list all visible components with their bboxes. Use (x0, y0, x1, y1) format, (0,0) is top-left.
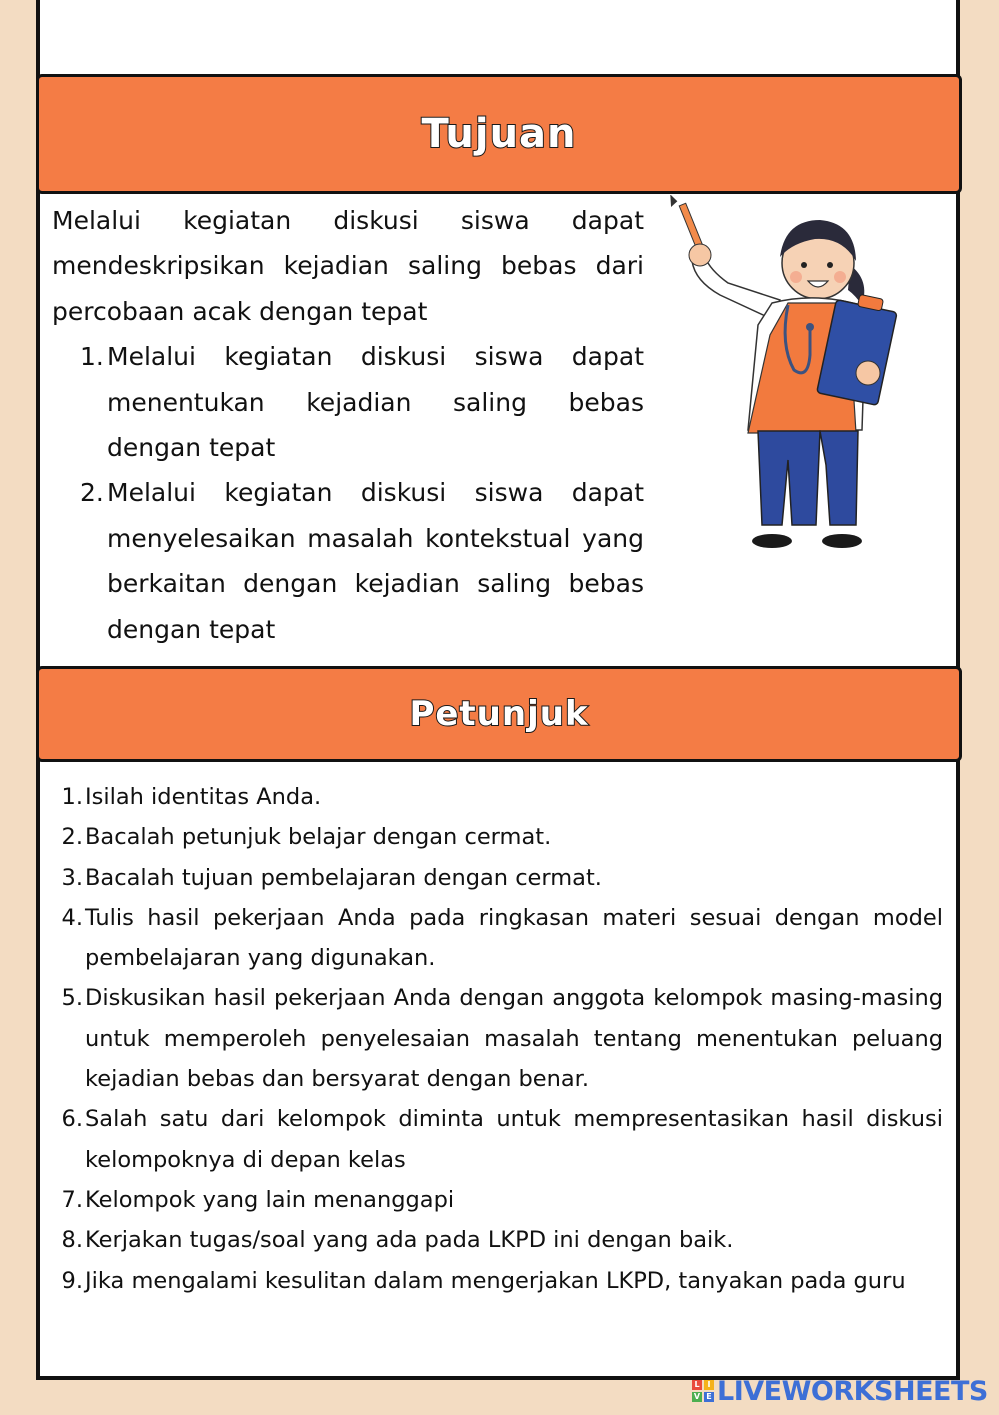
logo-letter: V (693, 1392, 701, 1401)
petunjuk-list (56, 777, 943, 1301)
list-number: 3. (61, 864, 83, 891)
list-number: 2. (80, 478, 104, 508)
list-number: 1. (61, 784, 83, 810)
list-text: Bacalah petunjuk belajar dengan cermat. (85, 824, 552, 851)
list-item (56, 898, 943, 979)
list-text: Melalui kegiatan diskusi siswa dapat menentukan kejadian saling bebas dengan tepat (107, 342, 644, 463)
list-item (56, 1220, 943, 1260)
list-number: 8. (61, 1227, 83, 1254)
petunjuk-title: Petunjuk (409, 694, 589, 734)
tujuan-banner (36, 74, 962, 194)
liveworksheets-watermark[interactable] (692, 1376, 988, 1406)
liveworksheets-logo-icon (692, 1380, 714, 1402)
tujuan-list (52, 334, 644, 652)
list-number: 7. (61, 1186, 83, 1213)
pencil-icon (670, 195, 704, 250)
watermark-text: LIVEWORKSHEETS (717, 1375, 988, 1407)
list-number: 6. (61, 1106, 83, 1133)
list-item (56, 1099, 943, 1180)
list-item (56, 1261, 943, 1301)
logo-letter: I (704, 1380, 714, 1390)
list-text: Melalui kegiatan diskusi siswa dapat menyelesaikan masalah kontekstual yang berkaitan dengan kejadian saling bebas dengan tepat (107, 478, 644, 644)
list-number: 9. (61, 1267, 83, 1294)
list-number: 4. (61, 904, 83, 931)
tujuan-intro: Melalui kegiatan diskusi siswa dapat mendeskripsikan kejadian saling bebas dari percobaan acak dengan tepat (52, 206, 644, 326)
list-number: 2. (61, 824, 83, 851)
list-text: Diskusikan hasil pekerjaan Anda dengan anggota kelompok masing-masing untuk memperoleh penyelesaian masalah tentang menentukan peluang kejadian bebas dan bersyarat dengan benar. (85, 985, 943, 1093)
list-text: Tulis hasil pekerjaan Anda pada ringkasan materi sesuai dengan model pembelajaran yang digunakan. (85, 904, 943, 972)
list-item (56, 858, 943, 898)
list-number: 5. (61, 985, 83, 1012)
list-item (56, 978, 943, 1099)
list-item (56, 777, 943, 817)
list-text: Kelompok yang lain menanggapi (85, 1186, 455, 1213)
tujuan-content (52, 198, 644, 652)
list-item (56, 817, 943, 857)
list-text: Jika mengalami kesulitan dalam mengerjakan LKPD, tanyakan pada guru (85, 1267, 906, 1294)
list-item (52, 470, 644, 652)
tujuan-title: Tujuan (421, 111, 577, 157)
list-text: Kerjakan tugas/soal yang ada pada LKPD ini dengan baik. (85, 1227, 734, 1254)
list-item (56, 1180, 943, 1220)
logo-letter: E (704, 1392, 714, 1402)
list-text: Bacalah tujuan pembelajaran dengan cermat. (85, 864, 602, 891)
list-text: Salah satu dari kelompok diminta untuk mempresentasikan hasil diskusi kelompoknya di depan kelas (85, 1106, 943, 1173)
petunjuk-banner (36, 666, 962, 762)
list-item (52, 334, 644, 470)
list-text: Isilah identitas Anda. (85, 784, 322, 810)
logo-letter: L (692, 1380, 702, 1390)
list-number: 1. (80, 342, 104, 372)
teacher-illustration (670, 195, 910, 560)
